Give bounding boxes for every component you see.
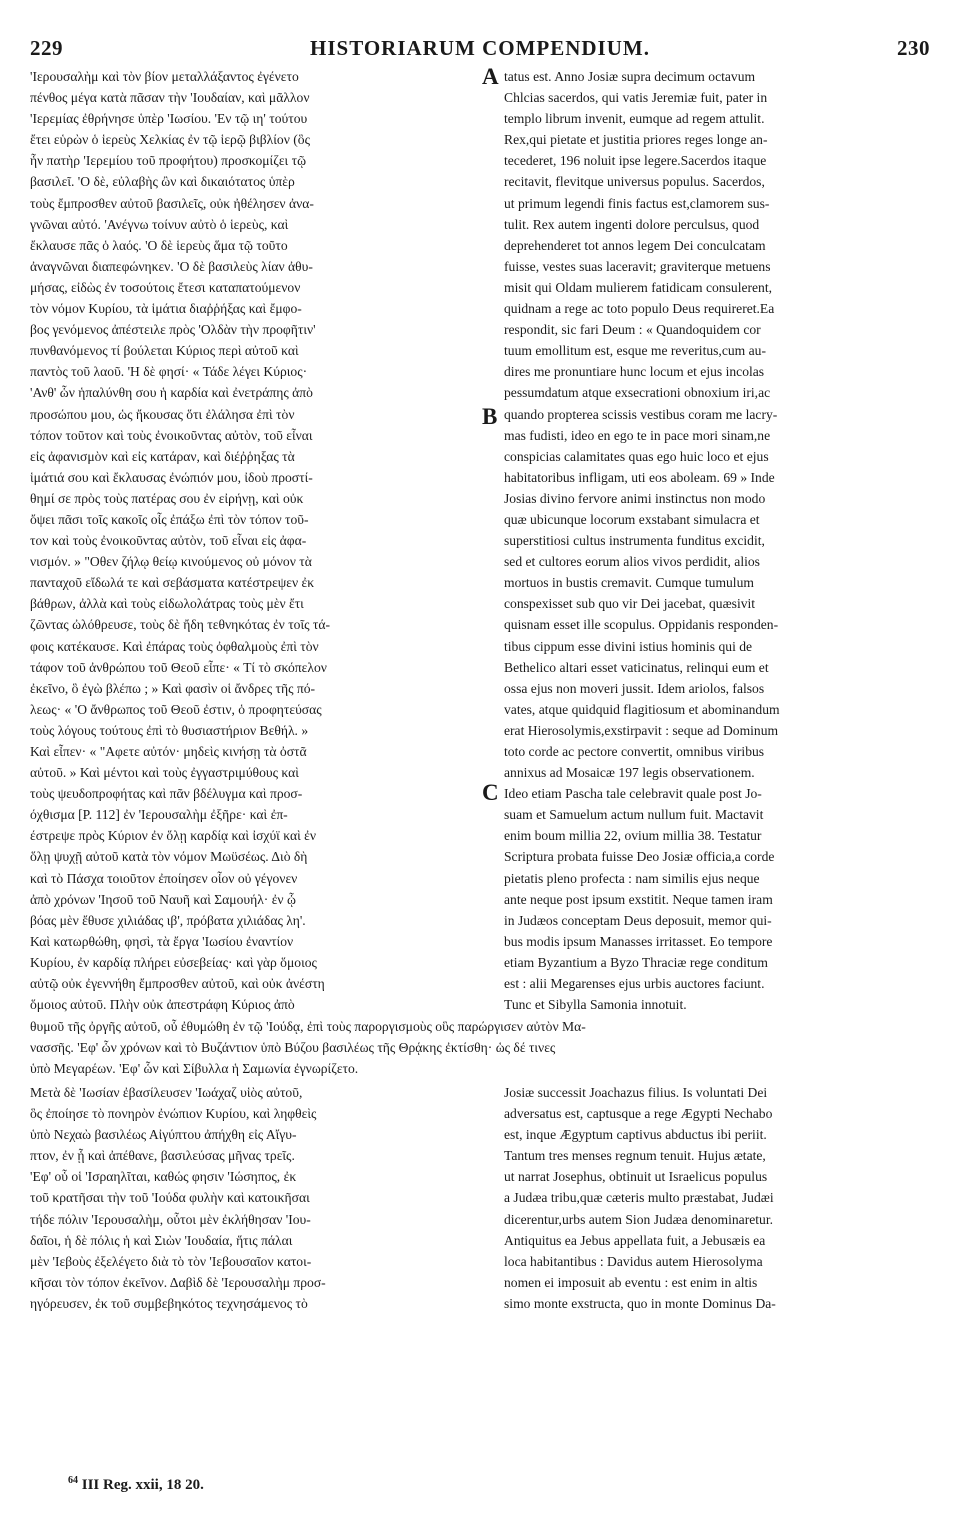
greek-full-text-line: νασσῆς. 'Εφ' ὧν χρόνων καὶ τὸ Βυζάντιον ὑπὸ Βύζου βασιλέως τῆς Θρᾴκης ἐκτίσθη· ὡς δέ τινες [30,1040,556,1056]
latin-text-line: annixus ad Mosaicæ 197 legis observationem. [504,765,755,781]
latin-text-line: Chlcias sacerdos, qui vatis Jeremiæ fuit, pater in [504,90,768,106]
latin-text-line: est, inque Ægyptum captivus abductus ibi periit. [504,1127,767,1143]
greek-text-line: ὄψει πᾶσι τοῖς κακοῖς οἷς ἐπάξω ἐπὶ τὸν τόπον τοῦ- [30,511,309,527]
running-head [30,36,930,66]
greek-text-line: νισμόν. » "Οθεν ζήλῳ θείῳ κινούμενος οὐ μόνον τὰ [30,554,312,570]
latin-text-line: adversatus est, captusque a rege Ægypti Nechabo [504,1106,773,1122]
greek-text-line: βος γενόμενος ἀπέστειλε πρὸς 'Ολδὰν τὴν προφῆτιν' [30,322,316,338]
latin-text-line: Tantum tres menses regnum tenuit. Hujus ætate, [504,1148,766,1164]
latin-text-line: suam et Samuelum actum nullum fuit. Mactavit [504,807,764,823]
greek-column-bottom [30,1082,482,1314]
greek-text-line: ἱμάτιά σου καὶ ἔκλαυσας ἐνώπιόν μου, ἰδοὺ προστί- [30,469,313,485]
greek-text-line: βόας μὲν ἔθυσε χιλιάδας ιβ', πρόβατα χιλιάδας λη'. [30,912,306,928]
greek-text-line: γνῶναι αὐτό. 'Ανέγνω τοίνυν αὐτὸ ὁ ἱερεὺς, καὶ [30,216,289,232]
greek-text-line: ὅμοιος αὐτοῦ. Πλὴν οὐκ ἀπεστράφη Κύριος ἀπὸ [30,997,295,1013]
greek-text-line: τόπον τοῦτον καὶ τοὺς ἐνοικοῦντας αὐτὸν, τοῦ εἶναι [30,427,313,443]
latin-text-line: conspicias calamitates quas ego huic loco et ejus [504,448,769,464]
latin-text-line: simo monte exstructa, quo in monte Dominus Da- [504,1295,776,1311]
greek-text-line: ἐκεῖνο, ὃ ἐγὼ βλέπω ; » Καὶ φασὶν οἱ ἄνδρες τῆς πό- [30,680,316,696]
latin-text-line: misit qui Oldam mulierem fatidicam consulerent, [504,279,773,295]
latin-text-line: recitavit, flevitque universus populus. Sacerdos, [504,174,765,190]
footnote-number: 64 [68,1475,78,1486]
latin-text-line: quidnam a rege ac toto populo Deus requireret.Ea [504,301,775,317]
greek-text-line: τοὺς ἔμπροσθεν αὐτοῦ βασιλεῖς, οὐκ ἠθέλησεν ἀνα- [30,195,314,211]
greek-text-line: ἔτει εὑρὼν ὁ ἱερεὺς Χελκίας ἐν τῷ ἱερῷ βιβλίον (ὃς [30,132,310,148]
latin-text-line: ante neque post ipsum exstitit. Neque tamen iram [504,891,773,907]
greek-text-line: λεως· « 'Ο ἄνθρωπος τοῦ Θεοῦ ἐστιν, ὁ προφητεύσας [30,701,322,717]
greek-text-line: μήσας, εἰδὼς ἐν τοσούτοις ἔτεσι καταπατούμενον [30,279,301,295]
greek-text-line: καὶ τὸ Πάσχα τοιοῦτον ἐποίησεν οἷον οὐ γέγονεν [30,870,298,886]
greek-text-line: τοὺς ψευδοπροφήτας καὶ πᾶν βδέλυγμα καὶ προσ- [30,786,303,802]
greek-text-line: πανταχοῦ εἴδωλά τε καὶ σεβάσματα κατέστρεψεν ἐκ [30,575,315,591]
margin-marker-a: A [482,64,499,89]
latin-text-line: templo librum invenit, eumque ad regem attulit. [504,111,765,127]
latin-text-line: Tunc et Sibylla Samonia innotuit. [504,997,687,1013]
latin-text-line: pessumdatum atque exsecrationi obnoxium iri,ac [504,385,771,401]
latin-text-line: est : alii Megarenses ejus urbis auctores faciunt. [504,976,765,992]
greek-text-line: ὅλῃ ψυχῇ αὐτοῦ κατὰ τὸν νόμον Μωϋσέως. Διὸ δὴ [30,849,308,865]
greek-text-line: φοις κατέκαυσε. Καὶ ἐπάρας τοὺς ὀφθαλμοὺς ἐπὶ τὸν [30,638,319,654]
greek-text-line: κῆσαι τὸν τόπον ἐκεῖνον. Δαβὶδ δὲ 'Ιερουσαλὴμ προσ- [30,1274,326,1290]
greek-text-line: τάφον τοῦ ἀνθρώπου τοῦ Θεοῦ εἶπε· « Τί τὸ σκόπελον [30,659,327,675]
greek-text-line: τον καὶ τοὺς ἐνοικοῦντας αὐτὸν, τοῦ εἶναι εἰς ἀφα- [30,533,307,549]
latin-text-line: nomen ei imposuit ab eventu : est enim in altis [504,1274,758,1290]
greek-text-line: ἦν πατὴρ 'Ιερεμίου τοῦ προφήτου) προσκομίζει τῷ [30,153,307,169]
latin-text-line: Bethelico altari esset vaticinatus, relinqui eum et [504,659,769,675]
greek-text-line: ὑπὸ Νεχαὼ βασιλέως Αἰγύπτου ἀπήχθη εἰς Αἴγυ- [30,1127,297,1143]
latin-text-line: Ideo etiam Pascha tale celebravit quale post Jo- [504,786,762,802]
latin-text-line: ut primum legendi finis factus est,clamorem sus- [504,195,770,211]
latin-text-line: tibus cippum esse divini istius hominis qui de [504,638,753,654]
greek-full-text-line: θυμοῦ τῆς ὀργῆς αὐτοῦ, οὗ ἐθυμώθη ἐν τῷ 'Ιούδᾳ, ἐπὶ τοὺς παροργισμοὺς οὓς παρώργισεν αὐτὸν Μα- [30,1019,586,1034]
greek-text-line: Κυρίου, ἐν καρδίᾳ πλήρει εὐσεβείας· καὶ γὰρ ὅμοιος [30,954,317,970]
latin-text-line: enim boum millia 22, ovium millia 38. Testatur [504,828,762,844]
latin-text-line: vates, atque quidquid flagitiosum et abominandum [504,701,780,717]
latin-text-line: in Judæos conceptam Deus deposuit, memor qui- [504,912,772,928]
greek-text-line: παντὸς τοῦ λαοῦ. 'Η δὲ φησί· « Τάδε λέγει Κύριος· [30,364,308,380]
greek-text-line: προσώπου μου, ὡς ἤκουσας ὅτι ἐλάλησα ἐπὶ τὸν [30,406,295,422]
greek-text-line: βάθρων, ἀλλὰ καὶ τοὺς εἰδωλολάτρας τοὺς μὲν ἔτι [30,596,304,612]
greek-text-line: 'Ιερεμίας ἐθρήνησε ὑπὲρ 'Ιωσίου. 'Εν τῷ ιη' τούτου [30,111,308,127]
latin-text-line: conspexisset sub quo vir Dei jacebat, quæsivit [504,596,756,612]
greek-text-line: πυνθανόμενος τί βούλεται Κύριος περὶ αὐτοῦ καὶ [30,343,299,359]
greek-text-line: εἰς ἀφανισμὸν καὶ εἰς κατάραν, καὶ διέῤῥηξας τὰ [30,448,295,464]
greek-text-line: τὸν νόμον Κυρίου, τὰ ἱμάτια διαῤῥήξας καὶ ἔμφο- [30,301,302,317]
page-number-left: 229 [30,36,63,60]
latin-text-line: fuisse, vestes suas laceravit; graviterque metuens [504,258,771,274]
latin-text-line: habitatoribus infligam, uti eos aboleam. 69 » Inde [504,469,775,485]
latin-text-line: Rex,qui pietate et justitia priores reges longe an- [504,132,768,148]
greek-text-line: 'Ιερουσαλὴμ καὶ τὸν βίον μεταλλάξαντος ἐγένετο [30,69,299,84]
greek-text-line: 'Εφ' οὗ οἱ 'Ισραηλῖται, καθώς φησιν 'Ιώσηπος, ἐκ [30,1169,297,1185]
latin-column-bottom [504,1082,932,1314]
greek-text-line: θημί σε πρὸς τοὺς πατέρας σου ἐν εἰρήνῃ, καὶ οὐκ [30,490,304,506]
latin-text-line: tatus est. Anno Josiæ supra decimum octavum [504,69,756,84]
latin-text-line: sed et cultores eorum alios vivos perdidit, alios [504,554,760,570]
greek-text-line: τοὺς λόγους τούτους ἐπὶ τὸ θυσιαστήριον Βεθήλ. » [30,722,309,738]
latin-text-line: mas fudisti, ideo en ego te in pace mori sinam,ne [504,427,771,443]
greek-text-line: δαῖοι, ἡ δὲ πόλις ἡ καὶ Σιὼν 'Ιουδαία, ἥτις πάλαι [30,1232,293,1248]
latin-text-line: dires me pronuntiare hunc locum et ejus incolas [504,364,765,380]
latin-column-top [504,66,932,1015]
latin-text-line: loca habitantibus : Davidus autem Hierosolyma [504,1253,763,1269]
greek-text-line: αὐτοῦ. » Καὶ μέντοι καὶ τοὺς ἐγγαστριμύθους καὶ [30,765,299,781]
latin-text-line: dicerentur,urbs autem Sion Judæa denominaretur. [504,1211,774,1227]
latin-text-line: quando propterea scissis vestibus coram me lacry- [504,406,778,422]
latin-text-line: respondit, sic fari Deum : « Quandoquidem cor [504,322,761,338]
latin-text-line: erat Hierosolymis,exstirpavit : seque ad Dominum [504,722,779,738]
latin-text-line: pietatis pleno profecta : nam similis ejus neque [504,870,760,886]
latin-text-line: ut narrat Josephus, obtinuit ut Israelicus populus [504,1169,768,1185]
latin-text-line: Josiæ successit Joachazus filius. Is voluntati Dei [504,1085,768,1100]
greek-text-line: ἀναγνῶναι διαπεφώνηκεν. 'Ο δὲ βασιλεὺς λίαν ἀθυ- [30,258,313,274]
greek-column-top [30,66,482,1015]
latin-text-line: tecederet, 196 noluit ipse legere.Sacerdos itaque [504,153,767,169]
greek-text-line: ἔκλαυσε πᾶς ὁ λαός. 'Ο δὲ ἱερεὺς ἅμα τῷ τοῦτο [30,237,288,253]
latin-text-line: Scriptura probata fuisse Deo Josiæ officia,a corde [504,849,775,865]
latin-text-line: tulit. Rex autem ingenti dolore perculsus, quod [504,216,760,232]
greek-text-line: βασιλεῖ. 'Ο δὲ, εὐλαβὴς ὢν καὶ δικαιότατος ὑπὲρ [30,174,295,190]
greek-text-line: έστρεψε πρὸς Κύριον ἐν ὅλῃ καρδίᾳ καὶ ἰσχύϊ καὶ ἐν [30,828,317,844]
greek-full-width-text [30,1016,936,1079]
greek-full-text-line: ὑπὸ Μεγαρέων. 'Εφ' ὧν καὶ Σίβυλλα ἡ Σαμωνία ἐγνωρίζετο. [30,1061,359,1077]
greek-text-line: 'Ανθ' ὧν ἡπαλύνθη σου ἡ καρδία καὶ ἐνετράπης ἀπὸ [30,385,313,401]
greek-text-line: Καὶ εἶπεν· « "Αφετε αὐτόν· μηδεὶς κινήσῃ τὰ ὀστᾶ [30,744,307,759]
greek-text-line: ὃς ἐποίησε τὸ πονηρὸν ἐνώπιον Κυρίου, καὶ ληφθεὶς [30,1106,317,1122]
latin-text-line: a Judæa tribu,quæ cæteris multo præstabat, Judæi [504,1190,774,1206]
greek-text-line: τήδε πόλιν 'Ιερουσαλὴμ, οὗτοι μὲν ἐκλήθησαν 'Ιου- [30,1211,311,1227]
greek-text-line: πένθος μέγα κατὰ πᾶσαν τὴν 'Ιουδαίαν, καὶ μᾶλλον [30,90,310,106]
latin-text-line: bus modis ipsum Manasses irritasset. Eo tempore [504,933,773,949]
latin-text-line: Antiquitus ea Jebus appellata fuit, a Jebusæis ea [504,1232,766,1248]
margin-marker-c: C [482,780,499,805]
page-number-right: 230 [897,36,930,60]
latin-text-line: deprehenderet tot annos legem Dei conculcatam [504,237,766,253]
latin-text-line: Josias divino fervore animi instinctus non modo [504,490,766,506]
greek-text-line: όχθισμα [P. 112] ἐν 'Ιερουσαλὴμ ἐξῆρε· καὶ ἐπ- [30,807,288,823]
greek-text-line: πτον, ἐν ᾗ καὶ ἀπέθανε, βασιλεύσας μῆνας τρεῖς. [30,1148,295,1164]
footnote [68,1475,204,1494]
greek-text-line: Μετὰ δὲ 'Ιωσίαν ἐβασίλευσεν 'Ιωάχαζ υἱὸς αὐτοῦ, [30,1085,303,1100]
latin-text-line: quisnam esset ille scopulus. Oppidanis responden- [504,617,779,633]
greek-text-line: ηγόρευσεν, ἐκ τοῦ συμβεβηκότος τεχνησάμενος τὸ [30,1295,308,1311]
greek-text-line: αὐτῷ οὐκ ἐγεννήθη ἔμπροσθεν αὐτοῦ, καὶ οὐκ ἀνέστη [30,976,325,992]
greek-text-line: τοῦ κρατῆσαι τὴν τοῦ 'Ιούδα φυλὴν καὶ κατοικῆσαι [30,1190,310,1206]
greek-text-line: ζῶντας ὠλόθρευσε, τοὺς δὲ ἤδη τεθνηκότας ἐν τοῖς τά- [30,617,331,633]
latin-text-line: ossa ejus non moveri jussit. Idem ariolos, falsos [504,680,765,696]
latin-text-line: quæ ubicunque locorum exstabant simulacra et [504,511,760,527]
running-title: HISTORIARUM COMPENDIUM. [310,36,650,60]
latin-text-line: superstitiosi cultus instrumenta funditus excidit, [504,533,765,549]
latin-text-line: mortuos in bustis cremavit. Cumque tumulum [504,575,754,591]
footnote-text: III Reg. xxii, 18 20. [81,1477,204,1493]
greek-text-line: Καὶ κατωρθώθη, φησὶ, τὰ ἔργα 'Ιωσίου ἐναντίον [30,933,294,949]
latin-text-line: tuum emollitum est, esque me reveritus,cum au- [504,343,766,359]
greek-text-line: ἀπὸ χρόνων 'Ιησοῦ τοῦ Ναυῆ καὶ Σαμουήλ· ἐν ᾧ [30,891,296,907]
greek-text-line: μὲν 'Ιεβοὺς ἐξελέγετο διὰ τὸ τὸν 'Ιεβουσαῖον κατοι- [30,1253,312,1269]
margin-marker-b: B [482,404,498,429]
latin-text-line: etiam Byzantium a Byzo Thraciæ rege conditum [504,954,768,970]
latin-text-line: toto corde ac pectore convertit, omnibus viribus [504,744,765,759]
